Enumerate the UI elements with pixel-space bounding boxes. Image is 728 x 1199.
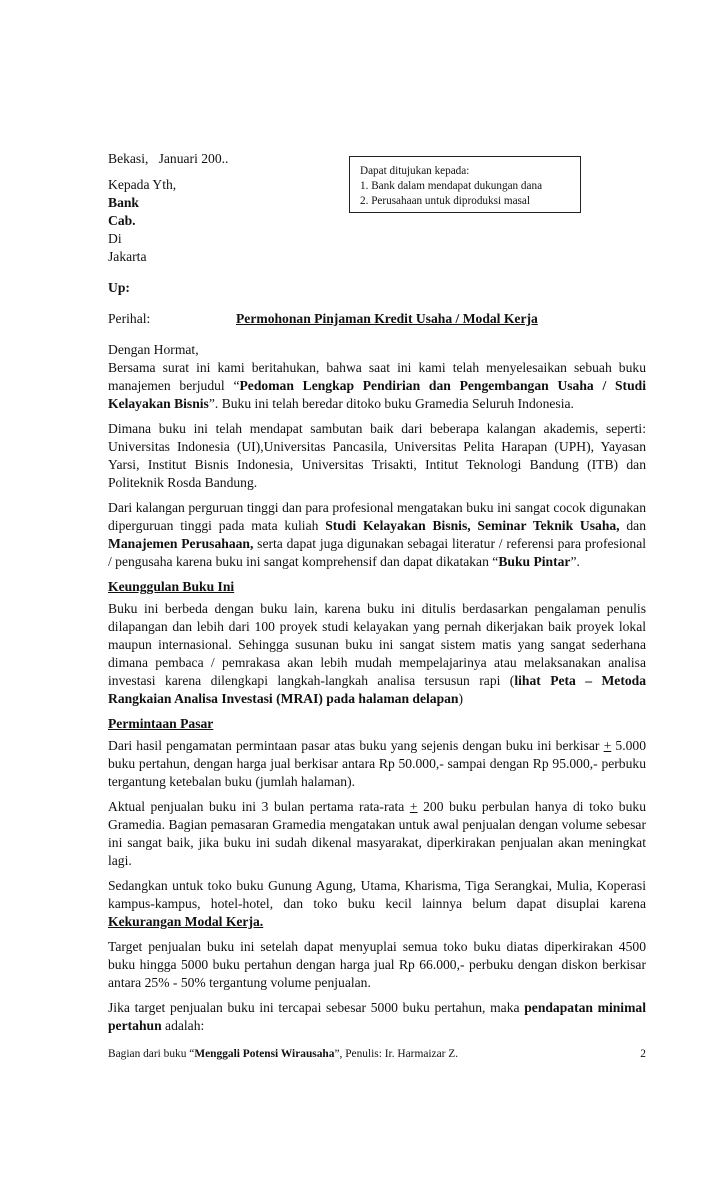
- date-line: Bekasi, Januari 200..: [108, 151, 229, 166]
- note-item-2: 2. Perusahaan untuk diproduksi masal: [360, 195, 530, 207]
- footer-book-title: Menggali Potensi Wirausaha: [194, 1048, 335, 1060]
- up-line: Up:: [108, 280, 130, 295]
- city-line: Jakarta: [108, 249, 147, 264]
- subject-label: Perihal:: [108, 311, 151, 326]
- paragraph-market: [108, 737, 646, 791]
- heading-market-demand: Permintaan Pasar: [108, 716, 214, 731]
- bank-line: Bank: [108, 195, 139, 210]
- text-span: 5.000 buku pertahun, dengan harga jual berkisar antara Rp 50.000,- sampai dengan Rp 95.000,- perbuku tergantung ketebalan buku (jumlah halaman).: [108, 738, 647, 789]
- text-span: Bersama surat ini kami beritahukan, bahwa saat ini kami telah menyelesaikan sebuah buku manajemen berjudul “: [108, 360, 646, 393]
- paragraph-sales: [108, 798, 646, 870]
- course-name: Manajemen Perusahaan,: [108, 536, 254, 551]
- heading-advantages: Keunggulan Buku Ini: [108, 579, 235, 594]
- letter-body: [108, 150, 646, 1035]
- text-span: Jika target penjualan buku ini tercapai sebesar 5000 buku pertahun, maka: [108, 1000, 525, 1015]
- course-names: Studi Kelayakan Bisnis, Seminar Teknik Usaha,: [325, 518, 620, 533]
- book-nickname: Buku Pintar: [498, 554, 571, 569]
- mrai-reference: lihat Peta – Metoda Rangkaian Analisa Investasi (MRAI) pada halaman delapan: [108, 673, 647, 706]
- note-title: Dapat ditujukan kepada:: [360, 165, 470, 177]
- paragraph-reception: Dimana buku ini telah mendapat sambutan baik dari beberapa kalangan akademis, seperti: Universitas Indonesia (UI),Universitas Pancasila, Universitas Pelita Harapan (UPH), Yayasan Yarsi, Institut Bisnis Indonesia, Universitas Trisakti, Intitut Teknologi Bandung (ITB) dan Politeknik Rosda Bandung.: [108, 421, 646, 490]
- text-span: ”.: [570, 554, 580, 569]
- paragraph-academic: [108, 499, 646, 571]
- di-line: Di: [108, 231, 122, 246]
- text-span: Buku ini berbeda dengan buku lain, karena buku ini ditulis berdasarkan pengalaman penulis dilapangan dan lebih dari 100 proyek studi kelayakan yang pernah dikerjakan baik proyek lokal maupun internasional. Sehingga susunan buku ini sangat sistem matis yang sangat sederhana dimana pembaca / pemrakasa akan lebih mudah mempelajarinya atau melaksanakan analisa investasi karena dilengkapi langkah-langkah analisa tersusun rapi (: [108, 601, 646, 688]
- paragraph-intro: [108, 359, 646, 413]
- subject-row: [108, 310, 646, 328]
- working-capital-shortage: Kekurangan Modal Kerja.: [108, 914, 264, 929]
- text-span: dan: [619, 518, 647, 533]
- text-span: serta dapat juga digunakan sebagai literatur / referensi para profesional / pengusaha karena buku ini sangat komprehensif dan dapat dikatakan “: [108, 536, 647, 569]
- footer-prefix: Bagian dari buku “: [108, 1048, 195, 1060]
- greeting: Dengan Hormat,: [108, 342, 199, 357]
- subject-text: Permohonan Pinjaman Kredit Usaha / Modal Kerja: [236, 311, 538, 326]
- addressee-line: Kepada Yth,: [108, 177, 177, 192]
- text-span: Sedangkan untuk toko buku Gunung Agung, Utama, Kharisma, Tiga Serangkai, Mulia, Koperasi kampus-kampus, hotel-hotel, dan toko buku kecil lainnya belum dapat disuplai karena: [108, 878, 646, 911]
- footer-author: ”, Penulis: Ir. Harmaizar Z.: [334, 1048, 459, 1060]
- paragraph-distribution: [108, 877, 646, 931]
- paragraph-revenue: [108, 999, 646, 1035]
- text-span: adalah:: [161, 1018, 205, 1033]
- plus-minus-symbol: +: [603, 738, 612, 753]
- minimum-revenue: pendapatan minimal pertahun: [108, 1000, 646, 1033]
- note-item-1: 1. Bank dalam mendapat dukungan dana: [360, 180, 543, 192]
- branch-line: Cab.: [108, 213, 136, 228]
- text-span: ”. Buku ini telah beredar ditoko buku Gramedia Seluruh Indonesia.: [208, 396, 574, 411]
- plus-minus-symbol: +: [409, 799, 418, 814]
- text-span: ): [458, 691, 464, 706]
- text-span: Aktual penjualan buku ini 3 bulan pertama rata-rata: [108, 799, 410, 814]
- paragraph-target: Target penjualan buku ini setelah dapat menyuplai semua toko buku diatas diperkirakan 4500 buku hingga 5000 buku pertahun dengan harga jual Rp 66.000,- perbuku dengan diskon berkisar antara 25% - 50% tergantung volume penjualan.: [108, 939, 646, 990]
- page-number: 2: [640, 1048, 646, 1060]
- text-span: Dari kalangan perguruan tinggi dan para profesional mengatakan buku ini sangat cocok digunakan diperguruan tinggi pada mata kuliah: [108, 500, 646, 533]
- text-span: Dari hasil pengamatan permintaan pasar atas buku yang sejenis dengan buku ini berkisar: [108, 738, 604, 753]
- text-span: 200 buku perbulan hanya di toko buku Gramedia. Bagian pemasaran Gramedia mengatakan untuk awal penjualan dengan volume sebesar ini sangat baik, jika buku ini sudah dikenal masyarakat, diperkirakan penjualan akan meningkat lagi.: [108, 799, 646, 868]
- page-footer: [108, 1047, 646, 1062]
- paragraph-advantages: [108, 600, 646, 708]
- book-title: Pedoman Lengkap Pendirian dan Pengembangan Usaha / Studi Kelayakan Bisnis: [108, 378, 646, 411]
